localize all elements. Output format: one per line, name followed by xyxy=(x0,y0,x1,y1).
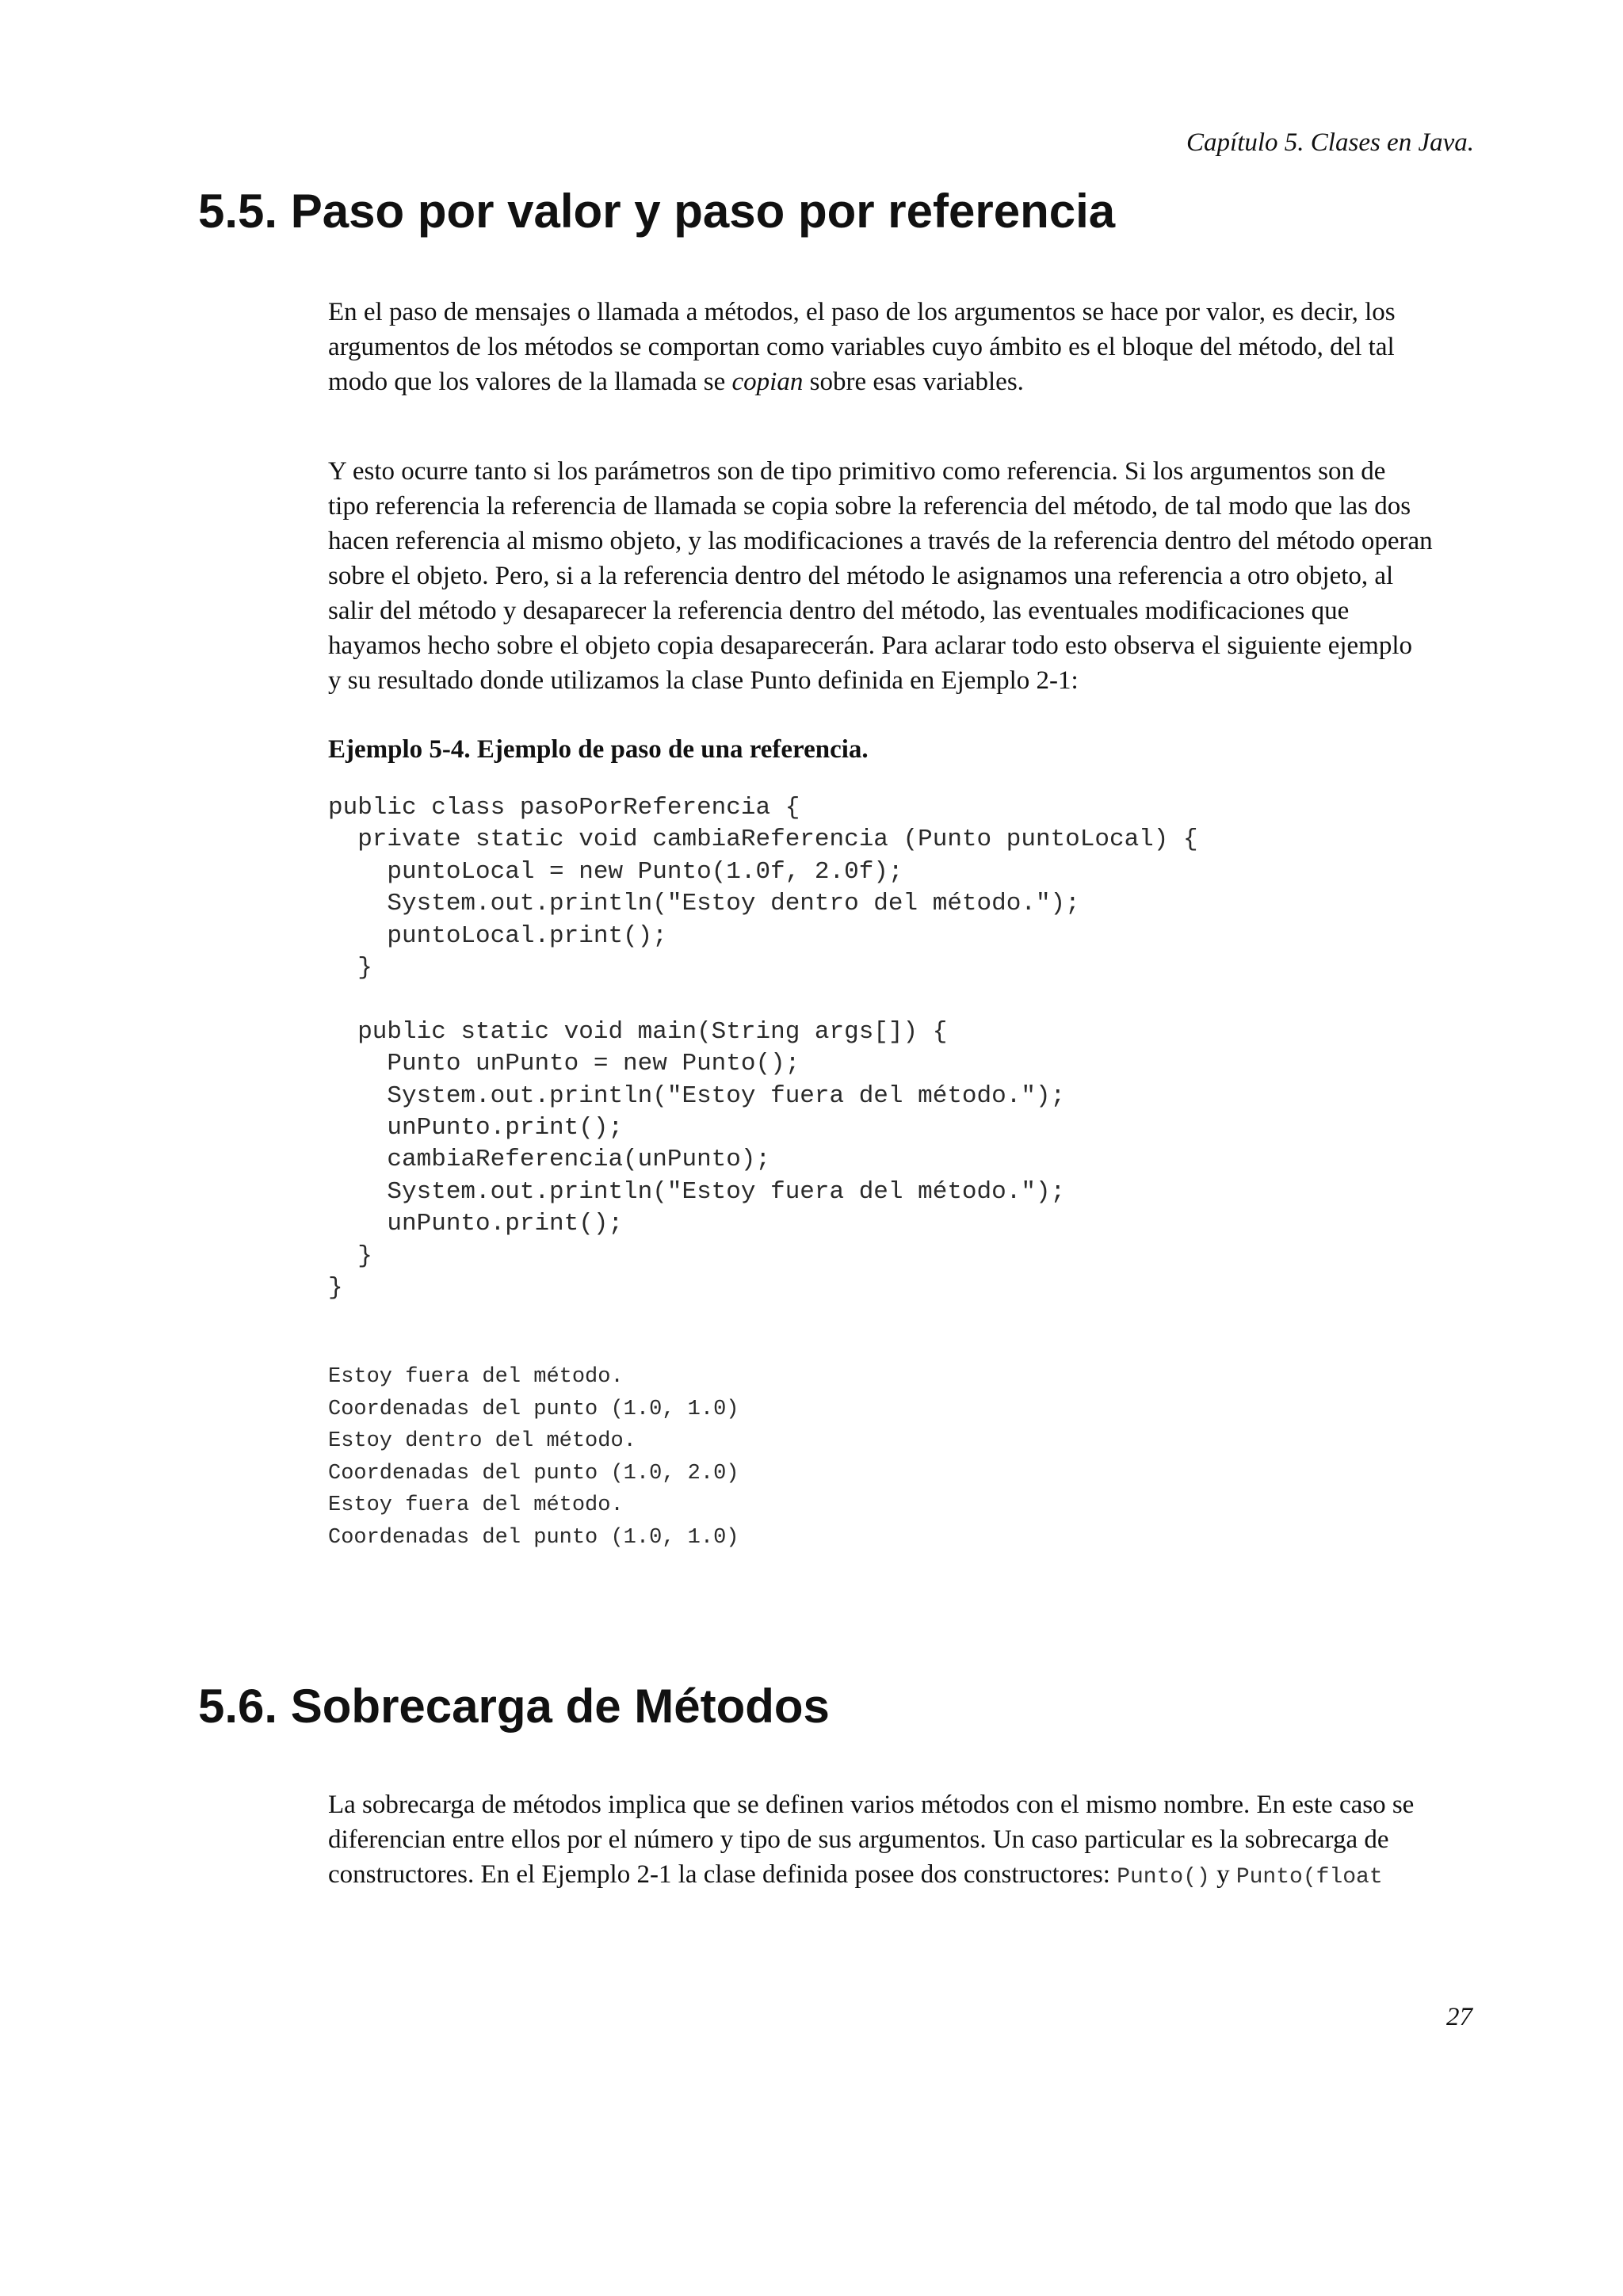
text-line: Y esto ocurre tanto si los parámetros son de tipo primitivo como referencia. Si los argumentos son de xyxy=(328,457,1386,486)
page-number: 27 xyxy=(1446,2003,1472,2031)
text-line: sobre el objeto. Pero, si a la referencia dentro del método le asignamos una referencia a otro objeto, al xyxy=(328,562,1394,590)
text-line: hacen referencia al mismo objeto, y las modificaciones a través de la referencia dentro del método operan xyxy=(328,527,1433,555)
example-title: Ejemplo 5-4. Ejemplo de paso de una referencia. xyxy=(328,735,869,764)
text-line xyxy=(328,364,1477,399)
section-title-5-6: 5.6. Sobrecarga de Métodos xyxy=(198,1680,830,1733)
code-listing: public class pasoPorReferencia { private static void cambiaReferencia (Punto puntoLocal) { puntoLocal = new Punto(1.0f, 2.0f); System.out.println("Estoy dentro del método."); puntoLocal.print(); } public static void main(String args[]) { Punto unPunto = new Punto(); System.out.println("Estoy fuera del método."); unPunto.print(); cambiaReferencia(unPunto); System.out.println("Estoy fuera del método."); unPunto.print(); } } xyxy=(328,794,1198,1302)
paragraph-reference-explanation xyxy=(328,454,1477,698)
text-line xyxy=(328,1857,1477,1895)
text-line: hayamos hecho sobre el objeto copia desaparecerán. Para aclarar todo esto observa el siguiente ejemplo xyxy=(328,631,1413,660)
text-line: argumentos de los métodos se comportan como variables cuyo ámbito es el bloque del método, del tal xyxy=(328,333,1395,361)
program-output: Estoy fuera del método. Coordenadas del punto (1.0, 1.0) Estoy dentro del método. Coordenadas del punto (1.0, 2.0) Estoy fuera del método. Coordenadas del punto (1.0, 1.0) xyxy=(328,1365,739,1550)
text-segment: modo que los valores de la llamada se xyxy=(328,368,732,396)
inline-code-punto-float: Punto(float xyxy=(1235,1865,1383,1890)
text-segment: y xyxy=(1209,1860,1236,1889)
text-segment: sobre esas variables. xyxy=(803,368,1024,396)
section-title-5-5: 5.5. Paso por valor y paso por referencia xyxy=(198,185,1116,238)
text-line: y su resultado donde utilizamos la clase Punto definida en Ejemplo 2-1: xyxy=(328,666,1079,695)
text-line: En el paso de mensajes o llamada a métodos, el paso de los argumentos se hace por valor, es decir, los xyxy=(328,298,1396,326)
text-line: La sobrecarga de métodos implica que se definen varios métodos con el mismo nombre. En este caso se xyxy=(328,1791,1415,1819)
emphasis-copian: copian xyxy=(731,368,804,396)
text-line: diferencian entre ellos por el número y tipo de sus argumentos. Un caso particular es la sobrecarga de xyxy=(328,1825,1389,1854)
running-header: Capítulo 5. Clases en Java. xyxy=(1186,128,1474,157)
paragraph-method-overloading xyxy=(328,1787,1477,1895)
text-line: salir del método y desaparecer la referencia dentro del método, las eventuales modificaciones que xyxy=(328,597,1350,625)
text-segment: constructores. En el Ejemplo 2-1 la clase definida posee dos constructores: xyxy=(328,1860,1117,1889)
inline-code-punto: Punto() xyxy=(1117,1865,1210,1890)
paragraph-pass-by-value xyxy=(328,295,1477,399)
text-line: tipo referencia la referencia de llamada se copia sobre la referencia del método, de tal modo que las dos xyxy=(328,492,1411,521)
